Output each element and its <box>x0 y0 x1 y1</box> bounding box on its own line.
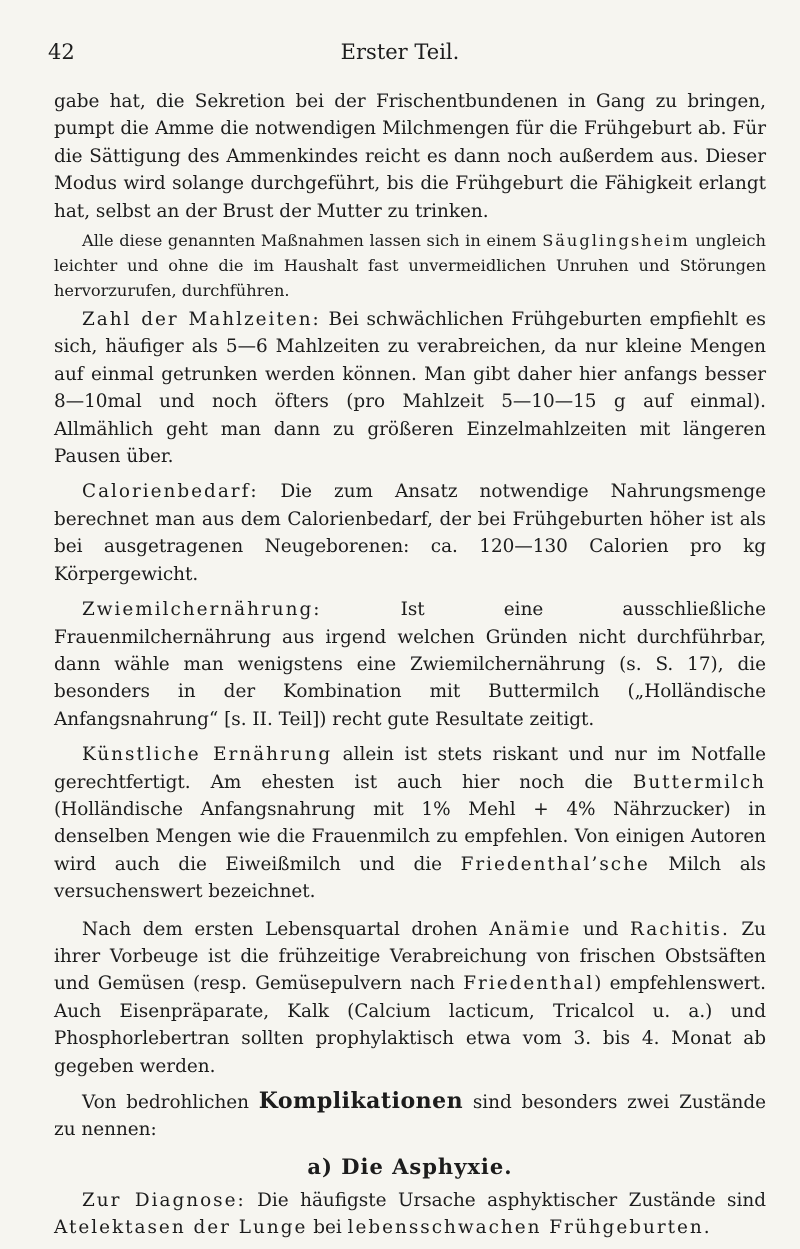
paragraph-9-text-b: bei <box>307 1217 348 1239</box>
term-anaemie: Anämie <box>489 918 572 940</box>
paragraph-8-text-a: Von bedrohlichen <box>82 1092 259 1113</box>
term-buttermilch: Buttermilch <box>632 771 766 793</box>
paragraph-komplikationen <box>54 1088 766 1144</box>
paragraph-1-text: gabe hat, die Sekretion bei der Frischentbundenen in Gang zu bringen, pumpt die Amme die notwendigen Milchmengen für die Frühgeburt ab. Für die Sättigung des Ammenkindes reicht es dann noch außerdem aus. Dieser Modus wird solange durchgeführt, bis die Frühgeburt die Fähigkeit erlangt hat, selbst an der Brust der Mutter zu trinken. <box>54 91 766 222</box>
paragraph-6-text-c: Milch als versuchenswert bezeichnet. <box>54 853 766 903</box>
paragraph-diagnose <box>54 1187 766 1242</box>
term-atelektasen: Atelektasen der Lunge <box>54 1217 308 1239</box>
paragraph-4-text: Die zum Ansatz notwendige Nahrungsmenge berechnet man aus dem Calorienbedarf, der bei Frühgeburten höher ist als bei ausgetragenen Neugeborenen: ca. 120—130 Calorien pro kg Körpergewicht. <box>54 481 766 585</box>
running-head: Erster Teil. <box>340 40 460 64</box>
paragraph-8-text-b: sind besonders zwei Zustände zu nennen: <box>54 1092 766 1141</box>
paragraph-anaemie-rachitis <box>54 916 766 1080</box>
term-komplikationen: Komplikationen <box>258 1088 464 1114</box>
section-heading-asphyxie: a) Die Asphyxie. <box>307 1153 513 1179</box>
paragraph-calorienbedarf <box>54 478 766 588</box>
paragraph-7-text-d: ) empfehlenswert. Auch Eisenpräparate, Kalk (Calcium lacticum, Tricalcol u. a.) und Phosphorlebertran sollten prophylaktisch etwa vom 3. bis 4. Monat ab gegeben werden. <box>54 973 766 1077</box>
paragraph-6-text-b: (Holländische Anfangsnahrung mit 1% Mehl + 4% Nährzucker) in denselben Mengen wie die Frauenmilch zu empfehlen. Von einigen Autoren wird auch die Eiweißmilch und die <box>54 798 766 875</box>
paragraph-1 <box>54 88 766 225</box>
body-text <box>54 88 766 1242</box>
term-zahl-der-mahlzeiten: Zahl der Mahlzeiten: <box>82 309 321 331</box>
paragraph-2 <box>54 228 766 303</box>
page-header <box>48 40 752 70</box>
term-zur-diagnose: Zur Diagnose: <box>82 1189 246 1211</box>
paragraph-6-text-a: allein ist stets riskant und nur im Notfalle gerechtfertigt. Am ehesten ist auch hier noch die <box>54 744 766 793</box>
term-friedenthal-milch: Friedenthal’sche <box>460 853 650 875</box>
term-zwiemilchernaehrung: Zwiemilchernährung: <box>82 599 322 621</box>
term-friedenthal: Friedenthal <box>463 973 595 995</box>
paragraph-3-text: Bei schwächlichen Frühgeburten empfiehlt es sich, häufiger als 5—6 Mahlzeiten zu verabreichen, da nur kleine Mengen auf einmal getrunken werden können. Man gibt daher hier anfangs besser 8—10mal und noch öfters (pro Mahlzeit 5—10—15 g auf einmal). Allmählich geht man dann zu größeren Einzelmahlzeiten mit längeren Pausen über. <box>54 309 766 468</box>
page-number: 42 <box>48 40 75 64</box>
emphasis-saeuglingsheim: Säuglingsheim <box>542 231 690 251</box>
paragraph-zwiemilchernaehrung <box>54 596 766 733</box>
paragraph-kuenstliche-ernaehrung <box>54 741 766 905</box>
paragraph-7-text-b: und <box>571 918 631 940</box>
paragraph-9-text-a: Die häufigste Ursache asphyktischer Zustände sind <box>245 1189 766 1211</box>
paragraph-zahl-der-mahlzeiten <box>54 306 766 470</box>
term-rachitis: Rachitis. <box>630 918 730 940</box>
paragraph-7-text-c: Zu ihrer Vorbeuge ist die frühzeitige Verabreichung von frischen Obstsäften und Gemüsen (resp. Gemüsepulvern nach <box>54 918 767 995</box>
paragraph-7-text-a: Nach dem ersten Lebensquartal drohen <box>82 918 490 940</box>
paragraph-2-text-end: ungleich leichter und ohne die im Haushalt fast unvermeidlichen Unruhen und Störungen hervorzurufen, durchführen. <box>54 231 766 301</box>
term-lebensschwache-fruehgeburten: lebensschwachen Frühgeburten. <box>347 1217 712 1239</box>
term-calorienbedarf: Calorienbedarf: <box>82 481 259 503</box>
paragraph-2-text: Alle diese genannten Maßnahmen lassen sich in einem <box>82 231 543 251</box>
term-kuenstliche-ernaehrung: Künstliche Ernährung <box>82 744 333 766</box>
paragraph-5-text: Ist eine ausschließliche Frauenmilchernährung aus irgend welchen Gründen nicht durchführbar, dann wähle man wenigstens eine Zwiemilchernährung (s. S. 17), die besonders in der Kombination mit Buttermilch („Holländische Anfangsnahrung“ [s. II. Teil]) recht gute Resultate zeitigt. <box>54 599 766 730</box>
